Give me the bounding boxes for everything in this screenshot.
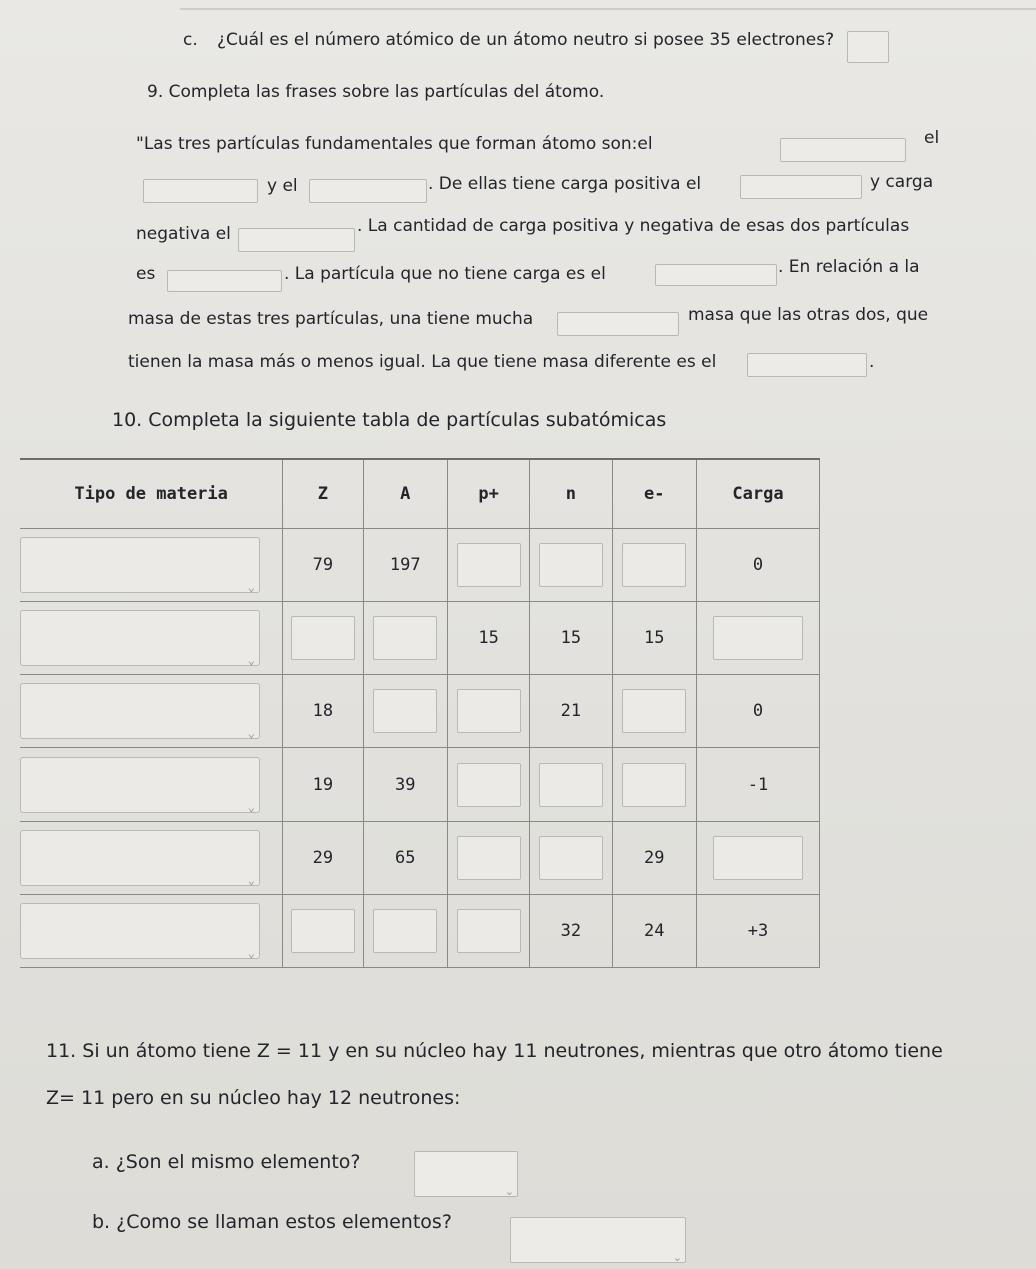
cell-a (363, 529, 447, 602)
q9-blank-3[interactable] (309, 179, 427, 203)
cell-e (612, 529, 696, 602)
z-value: 18 (312, 701, 334, 722)
header-e: e- (612, 459, 696, 529)
cell-a (363, 894, 447, 967)
cell-p (447, 748, 529, 821)
n-value: 15 (560, 628, 582, 649)
cell-e (612, 748, 696, 821)
a-input[interactable] (373, 909, 437, 953)
q9-text-period: . (869, 352, 875, 372)
cell-a (363, 602, 447, 675)
cell-z (283, 748, 363, 821)
header-a: A (363, 459, 447, 529)
a-input[interactable] (373, 616, 437, 660)
q9-text-sin-carga: . La partícula que no tiene carga es el (284, 264, 606, 284)
subatomic-table (20, 458, 820, 968)
q9-blank-6[interactable] (167, 270, 282, 292)
table-row (20, 602, 820, 675)
q9-blank-8[interactable] (557, 312, 679, 336)
header-carga: Carga (696, 459, 819, 529)
carga-input[interactable] (713, 836, 803, 880)
q9-blank-4[interactable] (740, 175, 862, 199)
tipo-materia-dropdown[interactable] (20, 757, 260, 813)
z-value: 19 (312, 774, 334, 795)
e-value: 24 (644, 920, 665, 941)
cell-a (363, 675, 447, 748)
cell-e (612, 894, 696, 967)
n-input[interactable] (539, 543, 603, 587)
a-input[interactable] (373, 689, 437, 733)
carga-value: 0 (752, 555, 764, 576)
cell-z (283, 821, 363, 894)
cell-p (447, 821, 529, 894)
cell-tipo (20, 529, 283, 602)
cell-carga (696, 602, 819, 675)
table-row (20, 894, 820, 967)
table-row (20, 748, 820, 821)
e-input[interactable] (622, 689, 686, 733)
q9-text-y-el: y el (267, 176, 298, 196)
cell-a (363, 821, 447, 894)
carga-input[interactable] (713, 616, 803, 660)
a-value: 39 (395, 774, 416, 795)
q9-text-el: el (924, 128, 940, 148)
z-input[interactable] (291, 909, 355, 953)
q9-text-y-carga: y carga (870, 172, 934, 192)
header-p: p+ (447, 459, 529, 529)
cell-carga (696, 675, 819, 748)
n-value: 21 (560, 701, 582, 722)
table-row (20, 821, 820, 894)
header-z: Z (283, 459, 363, 529)
e-value: 29 (644, 847, 665, 868)
tipo-materia-dropdown[interactable] (20, 537, 260, 593)
n-input[interactable] (539, 763, 603, 807)
n-value: 32 (560, 920, 582, 941)
a-value: 197 (389, 555, 421, 576)
cell-e (612, 675, 696, 748)
e-input[interactable] (622, 543, 686, 587)
answer-11b-dropdown[interactable] (510, 1217, 686, 1263)
question-9-title: 9. Completa las frases sobre las partículas del átomo. (147, 82, 605, 102)
question-c-label: c. (183, 30, 198, 50)
p-input[interactable] (457, 689, 521, 733)
cell-carga (696, 894, 819, 967)
table-header-row (20, 459, 820, 529)
tipo-materia-dropdown[interactable] (20, 830, 260, 886)
carga-value: +3 (747, 920, 769, 941)
cell-tipo (20, 748, 283, 821)
q9-blank-2[interactable] (143, 179, 258, 203)
cell-n (530, 821, 612, 894)
table-row (20, 529, 820, 602)
cell-e (612, 602, 696, 675)
q9-text-negativa: negativa el (136, 224, 231, 244)
z-input[interactable] (291, 616, 355, 660)
cell-z (283, 894, 363, 967)
p-value: 15 (478, 628, 499, 649)
n-input[interactable] (539, 836, 603, 880)
tipo-materia-dropdown[interactable] (20, 903, 260, 959)
q9-text-es: es (136, 264, 156, 284)
cell-z (283, 529, 363, 602)
p-input[interactable] (457, 909, 521, 953)
question-11b-text: b. ¿Como se llaman estos elementos? (92, 1211, 452, 1233)
q9-blank-5[interactable] (238, 228, 355, 252)
tipo-materia-dropdown[interactable] (20, 610, 260, 666)
a-value: 65 (395, 847, 416, 868)
question-11-line1: 11. Si un átomo tiene Z = 11 y en su núcleo hay 11 neutrones, mientras que otro átomo tiene (46, 1040, 943, 1062)
q9-blank-7[interactable] (655, 264, 777, 286)
q9-text-cantidad: . La cantidad de carga positiva y negativa de esas dos partículas (357, 216, 910, 236)
cell-n (530, 529, 612, 602)
cell-carga (696, 529, 819, 602)
q9-blank-1[interactable] (780, 138, 906, 162)
tipo-materia-dropdown[interactable] (20, 683, 260, 739)
e-input[interactable] (622, 763, 686, 807)
q9-text-masa-otras: masa que las otras dos, que (688, 305, 929, 325)
table-row (20, 675, 820, 748)
cell-n (530, 602, 612, 675)
q9-text-line1: "Las tres partículas fundamentales que forman átomo son:el (136, 134, 653, 154)
cell-a (363, 748, 447, 821)
p-input[interactable] (457, 836, 521, 880)
q9-text-tienen: tienen la masa más o menos igual. La que tiene masa diferente es el (128, 352, 717, 372)
cell-n (530, 894, 612, 967)
cell-carga (696, 821, 819, 894)
cell-carga (696, 748, 819, 821)
header-tipo: Tipo de materia (20, 459, 283, 529)
cell-e (612, 821, 696, 894)
cell-z (283, 675, 363, 748)
cell-p (447, 529, 529, 602)
cell-p (447, 894, 529, 967)
z-value: 29 (312, 847, 334, 868)
carga-value: 0 (752, 701, 764, 722)
answer-c-input[interactable] (847, 31, 889, 63)
answer-11a-dropdown[interactable] (414, 1151, 518, 1197)
q9-text-positiva: . De ellas tiene carga positiva el (428, 174, 702, 194)
question-11a-text: a. ¿Son el mismo elemento? (92, 1151, 361, 1173)
question-11-line2: Z= 11 pero en su núcleo hay 12 neutrones: (46, 1087, 461, 1109)
cell-tipo (20, 894, 283, 967)
q9-blank-9[interactable] (747, 353, 867, 377)
cell-tipo (20, 821, 283, 894)
cell-n (530, 748, 612, 821)
cell-z (283, 602, 363, 675)
e-value: 15 (644, 628, 665, 649)
page-edge-line (180, 8, 1036, 10)
cell-p (447, 675, 529, 748)
z-value: 79 (312, 555, 334, 576)
carga-value: -1 (747, 774, 769, 795)
q9-text-masa: masa de estas tres partículas, una tiene mucha (128, 309, 534, 329)
question-c-text: ¿Cuál es el número atómico de un átomo neutro si posee 35 electrones? (217, 30, 835, 50)
header-n: n (530, 459, 612, 529)
p-input[interactable] (457, 763, 521, 807)
question-10-title: 10. Completa la siguiente tabla de partículas subatómicas (112, 409, 667, 431)
cell-n (530, 675, 612, 748)
cell-p (447, 602, 529, 675)
q9-text-relacion: . En relación a la (778, 257, 920, 277)
p-input[interactable] (457, 543, 521, 587)
cell-tipo (20, 602, 283, 675)
cell-tipo (20, 675, 283, 748)
